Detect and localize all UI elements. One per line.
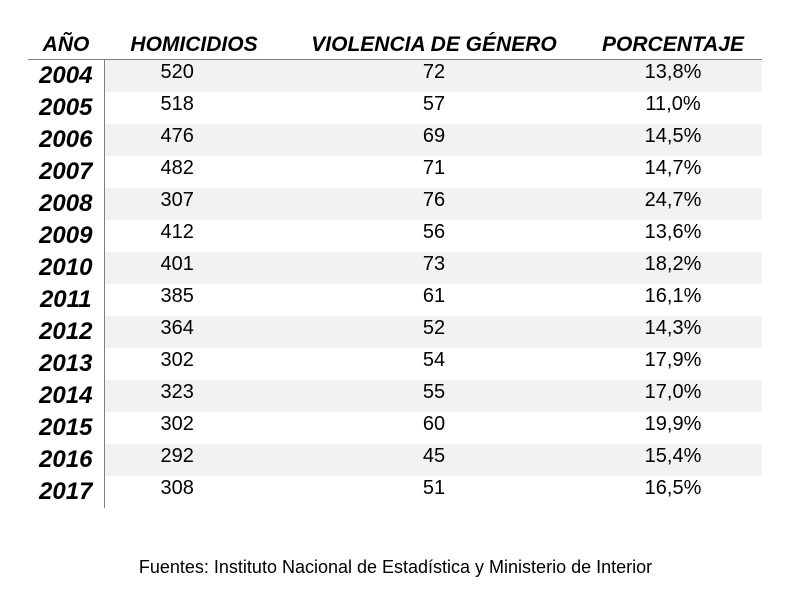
table-row bbox=[28, 316, 762, 348]
header-homicidios: HOMICIDIOS bbox=[104, 30, 284, 60]
cell-homicidios: 307 bbox=[104, 188, 284, 220]
table-body bbox=[28, 60, 762, 509]
cell-year: 2008 bbox=[28, 188, 104, 220]
cell-violencia-genero: 56 bbox=[422, 221, 446, 243]
cell-year: 2010 bbox=[28, 252, 104, 284]
cell-porcentaje: 16,5% bbox=[644, 477, 702, 499]
table-row bbox=[28, 252, 762, 284]
cell-porcentaje: 14,5% bbox=[584, 124, 762, 156]
homicides-table bbox=[28, 30, 762, 508]
header-year: AÑO bbox=[28, 30, 104, 60]
cell-year: 2014 bbox=[28, 380, 104, 412]
cell-porcentaje: 17,9% bbox=[644, 349, 702, 371]
cell-porcentaje: 16,1% bbox=[644, 285, 702, 307]
cell-year: 2013 bbox=[28, 348, 104, 380]
cell-homicidios: 482 bbox=[160, 157, 194, 179]
cell-porcentaje: 19,9% bbox=[644, 413, 702, 435]
cell-porcentaje: 14,7% bbox=[644, 157, 702, 179]
cell-porcentaje: 13,6% bbox=[644, 221, 702, 243]
cell-year: 2015 bbox=[28, 412, 104, 444]
table-row bbox=[28, 380, 762, 412]
header-porcentaje: PORCENTAJE bbox=[584, 30, 762, 60]
cell-porcentaje: 14,3% bbox=[584, 316, 762, 348]
cell-year: 2011 bbox=[28, 284, 104, 316]
cell-homicidios: 476 bbox=[104, 124, 284, 156]
cell-violencia-genero: 57 bbox=[422, 93, 446, 115]
cell-porcentaje: 24,7% bbox=[584, 188, 762, 220]
cell-homicidios: 401 bbox=[104, 252, 284, 284]
cell-homicidios: 302 bbox=[160, 349, 194, 371]
cell-year: 2007 bbox=[28, 156, 104, 188]
header-violencia-genero: VIOLENCIA DE GÉNERO bbox=[284, 30, 584, 60]
table-row bbox=[28, 348, 762, 380]
table-row bbox=[28, 92, 762, 124]
cell-year: 2005 bbox=[28, 92, 104, 124]
data-table-container bbox=[28, 30, 762, 508]
table-row bbox=[28, 188, 762, 220]
cell-homicidios: 302 bbox=[160, 413, 194, 435]
cell-year: 2009 bbox=[28, 220, 104, 252]
cell-violencia-genero: 55 bbox=[284, 380, 584, 412]
cell-homicidios: 385 bbox=[160, 285, 194, 307]
cell-homicidios: 308 bbox=[160, 477, 194, 499]
cell-year: 2004 bbox=[28, 60, 104, 93]
cell-porcentaje: 17,0% bbox=[584, 380, 762, 412]
cell-homicidios: 520 bbox=[104, 60, 284, 93]
table-row bbox=[28, 476, 762, 508]
cell-year: 2012 bbox=[28, 316, 104, 348]
cell-homicidios: 412 bbox=[160, 221, 194, 243]
cell-violencia-genero: 76 bbox=[284, 188, 584, 220]
cell-homicidios: 364 bbox=[104, 316, 284, 348]
table-header bbox=[28, 30, 762, 60]
cell-violencia-genero: 71 bbox=[422, 157, 446, 179]
cell-violencia-genero: 60 bbox=[422, 413, 446, 435]
cell-violencia-genero: 69 bbox=[284, 124, 584, 156]
cell-violencia-genero: 61 bbox=[422, 285, 446, 307]
header-row bbox=[28, 30, 762, 60]
cell-porcentaje: 18,2% bbox=[584, 252, 762, 284]
table-row bbox=[28, 156, 762, 188]
cell-year: 2017 bbox=[28, 476, 104, 508]
cell-violencia-genero: 54 bbox=[422, 349, 446, 371]
cell-homicidios: 323 bbox=[104, 380, 284, 412]
table-row bbox=[28, 444, 762, 476]
table-row bbox=[28, 284, 762, 316]
cell-violencia-genero: 45 bbox=[284, 444, 584, 476]
table-row bbox=[28, 124, 762, 156]
cell-homicidios: 518 bbox=[160, 93, 194, 115]
table-row bbox=[28, 60, 762, 93]
cell-porcentaje: 13,8% bbox=[584, 60, 762, 93]
cell-violencia-genero: 52 bbox=[284, 316, 584, 348]
cell-year: 2006 bbox=[28, 124, 104, 156]
cell-violencia-genero: 51 bbox=[422, 477, 446, 499]
cell-violencia-genero: 72 bbox=[284, 60, 584, 93]
cell-porcentaje: 15,4% bbox=[584, 444, 762, 476]
cell-year: 2016 bbox=[28, 444, 104, 476]
source-note: Fuentes: Instituto Nacional de Estadística y Ministerio de Interior bbox=[138, 557, 653, 577]
cell-violencia-genero: 73 bbox=[284, 252, 584, 284]
table-row bbox=[28, 220, 762, 252]
table-row bbox=[28, 412, 762, 444]
cell-homicidios: 292 bbox=[104, 444, 284, 476]
cell-porcentaje: 11,0% bbox=[645, 93, 701, 115]
